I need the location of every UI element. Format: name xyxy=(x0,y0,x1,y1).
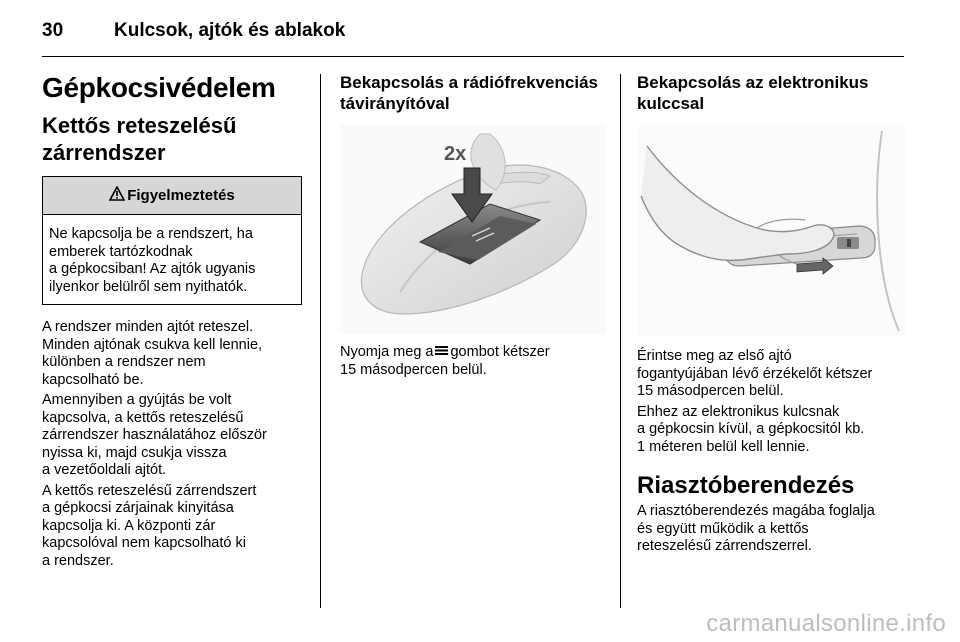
warning-header xyxy=(43,177,301,215)
chapter-title: Gépkocsivédelem xyxy=(42,72,276,103)
header-rule xyxy=(42,56,904,57)
remote-instruction-start: Nyomja meg a xyxy=(340,344,434,360)
remote-key-illustration xyxy=(340,124,606,334)
warning-box xyxy=(42,176,302,305)
remote-heading: Bekapcsolás a rádiófrekvenciás távirányítóval xyxy=(340,73,598,113)
paragraph-3: A kettős reteszelésű zárrendszert a gépkocsi zárjainak kinyitása kapcsolja ki. A központi zár kapcsolóval nem kapcsolható ki a rendszer. xyxy=(42,482,257,569)
column-left xyxy=(42,72,304,570)
electronic-key-paragraph-2: Ehhez az elektronikus kulcsnak a gépkocsin kívül, a gépkocsitól kb. 1 méteren belül kell lennie. xyxy=(637,403,865,455)
paragraph-1: A rendszer minden ajtót reteszel. Minden ajtónak csukva kell lennie, különben a rendszer nem kapcsolható be. xyxy=(42,319,263,388)
warning-text: Ne kapcsolja be a rendszert, ha emberek tartózkodnak a gépkocsiban! Az ajtók ugyanis ilyenkor belülről sem nyithatók. xyxy=(49,226,256,295)
electronic-key-paragraph-1: Érintse meg az első ajtó fogantyújában lévő érzékelőt kétszer 15 másodpercen belül. xyxy=(637,348,873,399)
remote-instruction xyxy=(340,344,606,379)
warning-label: Figyelmeztetés xyxy=(127,187,235,204)
column-separator-1 xyxy=(320,74,321,608)
paragraph-2: Amennyiben a gyújtás be volt kapcsolva, a kettős reteszelésű zárrendszer használatához először nyissa ki, majd csukja vissza a vezetőoldali ajtót. xyxy=(42,392,267,478)
column-separator-2 xyxy=(620,74,621,608)
press-count-label: 2x xyxy=(444,143,467,165)
page-header xyxy=(42,16,904,56)
alarm-title: Riasztóberendezés xyxy=(637,472,855,499)
warning-triangle-icon xyxy=(109,186,125,205)
column-right xyxy=(637,72,905,556)
column-middle xyxy=(340,72,606,379)
page-number: 30 xyxy=(42,20,64,41)
lock-button-icon xyxy=(435,346,448,355)
electronic-key-heading: Bekapcsolás az elektronikus kulccsal xyxy=(637,73,869,113)
remote-instruction-end: gombot kétszer 15 másodpercen belül. xyxy=(340,344,550,378)
watermark: carmanualsonline.info xyxy=(706,610,946,637)
door-handle-illustration xyxy=(637,126,905,336)
subsection-title: Kettős reteszelésű zárrendszer xyxy=(42,113,237,165)
alarm-paragraph: A riasztóberendezés magába foglalja és együtt működik a kettős reteszelésű zárrendszerrel. xyxy=(637,503,875,554)
section-title: Kulcsok, ajtók és ablakok xyxy=(114,20,346,41)
